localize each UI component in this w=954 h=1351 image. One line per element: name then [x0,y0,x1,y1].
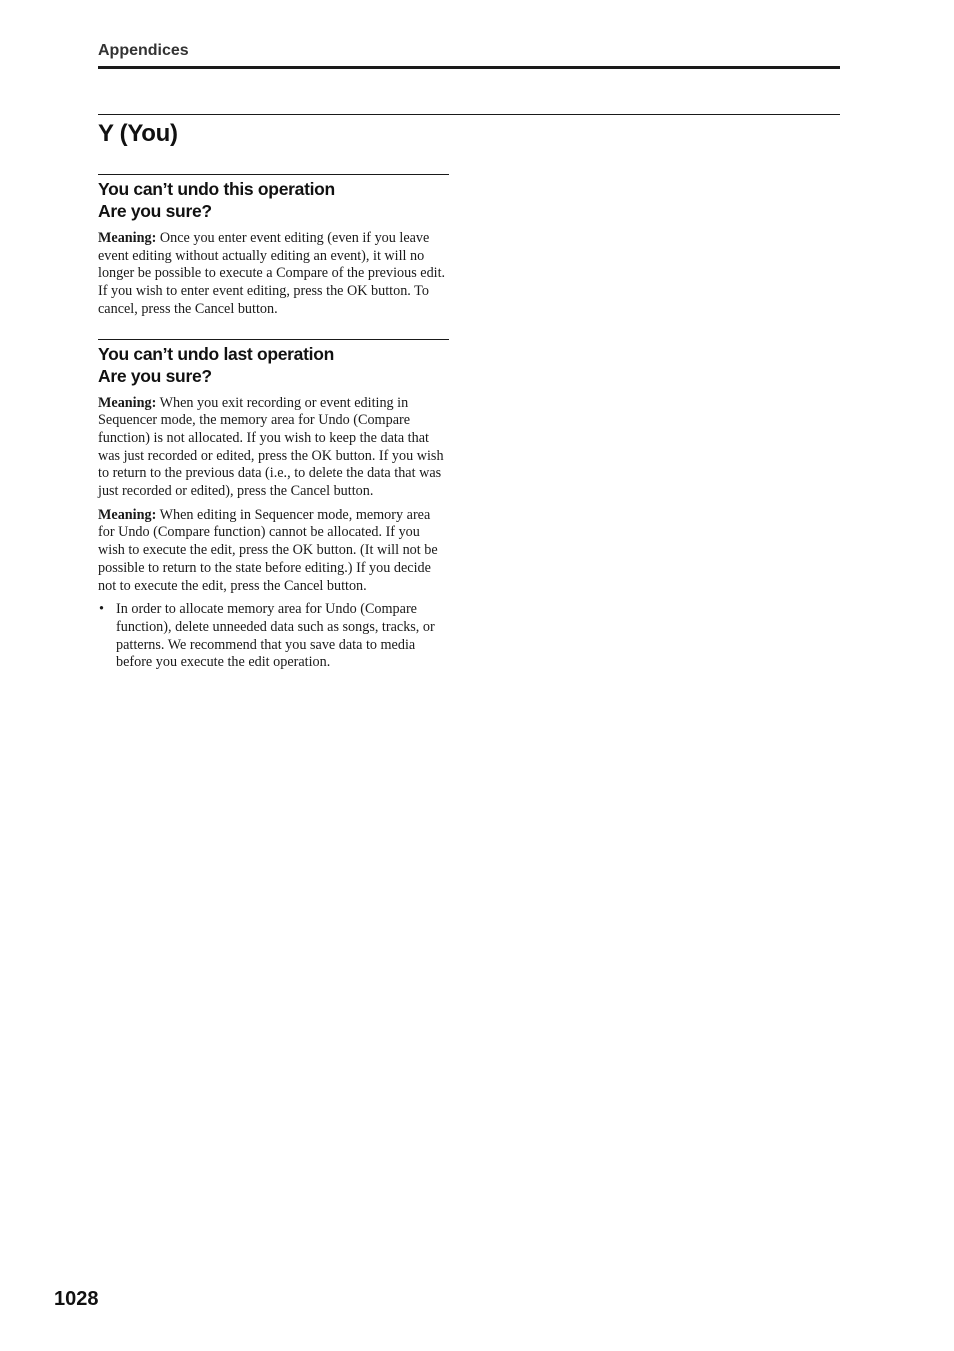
message-title [98,343,449,387]
meaning-text: When editing in Sequencer mode, memory area for Undo (Compare function) cannot be allocated. If you wish to execute the edit, press the OK button. (It will not be possible to return to the state before editing.) If you decide not to execute the edit, press the Cancel button. [98,506,438,594]
meaning-text: Once you enter event editing (even if you leave event editing without actually editing an event), it will no longer be possible to execute a Compare of the previous edit. If you wish to enter event editing, press the OK button. To cancel, press the Cancel button. [98,230,446,317]
running-header: Appendices [98,42,189,59]
bullet-text: In order to allocate memory area for Undo (Compare function), delete unneeded data such as songs, tracks, or patterns. We recommend that you save data to media before you execute the edit operation. [116,601,435,671]
bullet-note [98,601,449,672]
meaning-label: Meaning: [98,394,157,411]
meaning-label: Meaning: [98,230,157,246]
message-title-line: You can’t undo last operation [98,343,334,364]
message-title-line: You can’t undo this operation [98,179,335,199]
meaning-paragraph [98,395,449,501]
section-rule [98,114,840,115]
message-column [98,174,449,672]
bullet-icon: • [99,601,104,618]
message-entry [98,339,449,673]
section-title: Y (You) [98,120,178,147]
meaning-paragraph [98,230,449,319]
message-title-line: Are you sure? [98,201,212,221]
meaning-text: When you exit recording or event editing in Sequencer mode, the memory area for Undo (Compare function) is not allocated. If you wish to keep the data that was just recorded or edited, press the OK button. If you wish to return to the previous data (i.e., to delete the data that was just recorded or edited), press the Cancel button. [98,394,444,500]
message-entry [98,174,449,319]
message-title-line: Are you sure? [98,365,212,386]
message-title [98,178,449,222]
page-number: 1028 [54,1288,99,1310]
header-rule [98,66,840,69]
meaning-label: Meaning: [98,506,157,523]
meaning-paragraph [98,507,449,596]
